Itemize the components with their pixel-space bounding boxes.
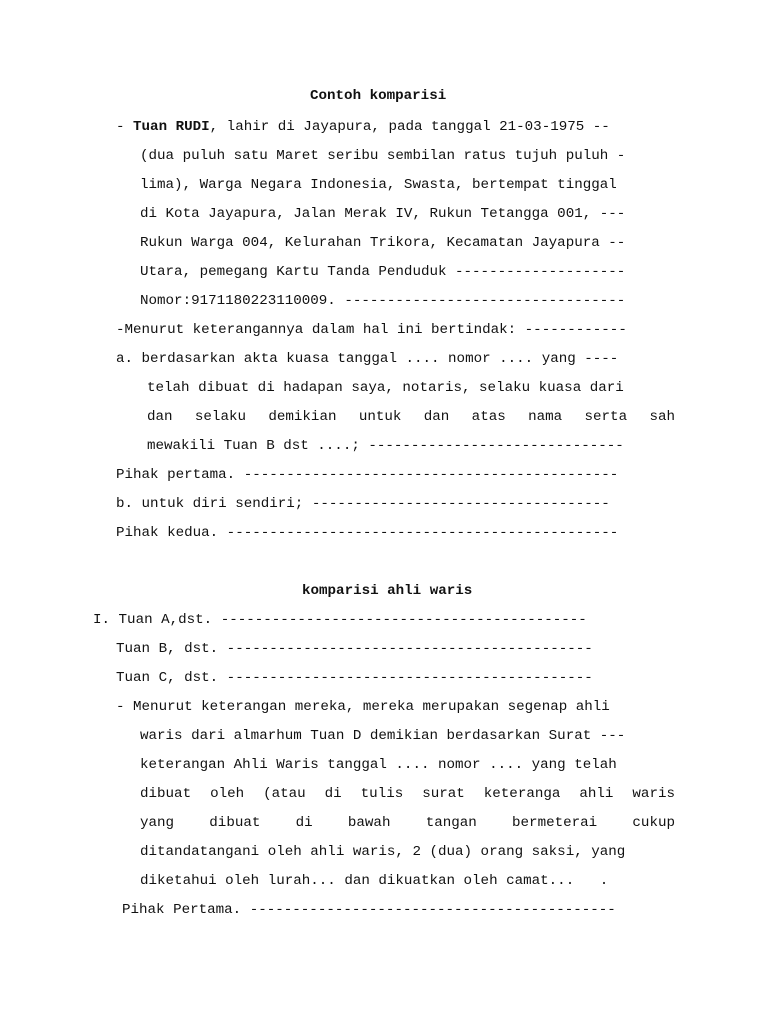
party-name: Tuan RUDI xyxy=(133,119,210,135)
heir-c-line: Tuan C, dst. ------------------------------------------- xyxy=(116,670,593,686)
heirs-statement-line-3: keterangan Ahli Waris tanggal .... nomor .... yang telah xyxy=(140,757,617,773)
pihak-pertama-line: Pihak pertama. -------------------------------------------- xyxy=(116,467,619,483)
section-title-contoh-komparisi: Contoh komparisi xyxy=(310,88,447,104)
clause-b-line: b. untuk diri sendiri; ----------------------------------- xyxy=(116,496,610,512)
heir-b-line: Tuan B, dst. ------------------------------------------- xyxy=(116,641,593,657)
heirs-statement-line-5: yang dibuat di bawah tangan bermeterai cukup xyxy=(140,815,675,831)
pihak-kedua-line: Pihak kedua. ---------------------------------------------- xyxy=(116,525,619,541)
heir-a-line: I. Tuan A,dst. ------------------------------------------- xyxy=(93,612,587,628)
clause-a-line-1: a. berdasarkan akta kuasa tanggal .... nomor .... yang ---- xyxy=(116,351,619,367)
pihak-pertama-heirs-line: Pihak Pertama. ------------------------------------------- xyxy=(122,902,616,918)
party-rudi-line-7: Nomor:9171180223110009. --------------------------------- xyxy=(140,293,626,309)
heirs-statement-line-1: - Menurut keterangan mereka, mereka merupakan segenap ahli xyxy=(116,699,610,715)
clause-a-line-3: dan selaku demikian untuk dan atas nama serta sah xyxy=(147,409,675,425)
clause-a-line-4: mewakili Tuan B dst ....; ------------------------------ xyxy=(147,438,624,454)
heirs-statement-line-6: ditandatangani oleh ahli waris, 2 (dua) orang saksi, yang xyxy=(140,844,626,860)
party-rudi-line-1 xyxy=(116,118,610,136)
dash-prefix: - xyxy=(116,119,134,135)
heirs-statement-line-2: waris dari almarhum Tuan D demikian berdasarkan Surat --- xyxy=(140,728,626,744)
clause-a-line-2: telah dibuat di hadapan saya, notaris, selaku kuasa dari xyxy=(147,380,624,396)
acting-capacity-line: -Menurut keterangannya dalam hal ini bertindak: ------------ xyxy=(116,322,627,338)
party-rudi-line-1-text: , lahir di Jayapura, pada tanggal 21-03-1975 -- xyxy=(209,119,610,135)
party-rudi-line-6: Utara, pemegang Kartu Tanda Penduduk -------------------- xyxy=(140,264,626,280)
heirs-statement-line-4: dibuat oleh (atau di tulis surat keteranga ahli waris xyxy=(140,786,675,802)
section-title-komparisi-ahli-waris: komparisi ahli waris xyxy=(302,583,473,599)
heirs-statement-line-7: diketahui oleh lurah... dan dikuatkan oleh camat... . xyxy=(140,873,609,889)
party-rudi-line-5: Rukun Warga 004, Kelurahan Trikora, Kecamatan Jayapura -- xyxy=(140,235,626,251)
party-rudi-line-4: di Kota Jayapura, Jalan Merak IV, Rukun Tetangga 001, --- xyxy=(140,206,626,222)
party-rudi-line-2: (dua puluh satu Maret seribu sembilan ratus tujuh puluh - xyxy=(140,148,626,164)
party-rudi-line-3: lima), Warga Negara Indonesia, Swasta, bertempat tinggal xyxy=(140,177,617,193)
